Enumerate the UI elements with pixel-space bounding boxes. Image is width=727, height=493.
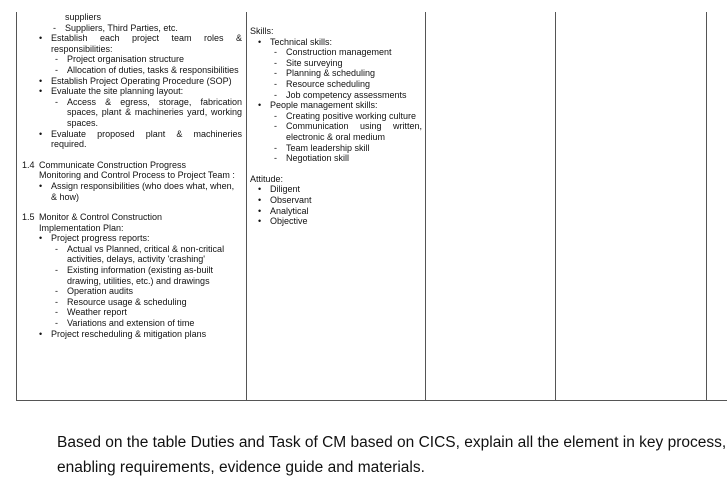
dash-item: - Planning & scheduling — [270, 68, 422, 79]
dash-item: - Team leadership skill — [270, 143, 422, 154]
top-bullet-list — [17, 33, 242, 150]
dash-item: - Communication using written, electronic & oral medium — [270, 121, 422, 142]
enabling-requirements-cell — [250, 26, 422, 227]
bullet-text: • Evaluate proposed plant & machineries required. — [51, 128, 242, 150]
bullet-item — [250, 100, 422, 164]
column-divider-4 — [706, 12, 707, 401]
skills-list — [250, 37, 422, 164]
bullet-item — [250, 37, 422, 101]
dash-item: - Weather report — [51, 307, 242, 318]
section-title-first: Communicate Construction Progress — [39, 159, 187, 170]
bullet-item: • Observant — [250, 195, 422, 206]
dash-item: - Site surveying — [270, 58, 422, 69]
bullet-item: • Assign responsibilities (who does what, when, & how) — [31, 181, 242, 202]
section-title — [17, 160, 242, 171]
section-number: 1.5 — [22, 212, 35, 223]
bullet-item — [31, 233, 242, 328]
section-number: 1.4 — [22, 159, 35, 170]
section-1-5 — [17, 212, 242, 339]
dash-item: - Job competency assessments — [270, 90, 422, 101]
dash-list — [51, 244, 242, 329]
bullet-item — [31, 129, 242, 150]
column-divider-1 — [246, 12, 247, 401]
section-title-rest: Implementation Plan: — [39, 222, 124, 233]
attitude-list — [250, 184, 422, 226]
dash-item: - Project organisation structure — [51, 54, 242, 65]
section-bullets — [17, 233, 242, 339]
duties-table — [16, 12, 727, 401]
people-skills-list — [270, 111, 422, 164]
bullet-text: • Evaluate the site planning layout: — [51, 86, 184, 97]
dash-item: - Operation audits — [51, 286, 242, 297]
bullet-text: • Establish Project Operating Procedure (SOP) — [51, 75, 232, 86]
bullet-item: • Diligent — [250, 184, 422, 195]
continued-text: suppliers — [65, 12, 102, 22]
dash-item: - Access & egress, storage, fabrication spaces, plant & machineries yard, working spaces. — [51, 97, 242, 129]
section-title-first: Monitor & Control Construction — [39, 212, 163, 223]
dash-item: - Resource scheduling — [270, 79, 422, 90]
bullet-item — [31, 33, 242, 75]
bullet-text: • Establish each project team roles & responsibilities: — [51, 33, 242, 54]
question-text: Based on the table Duties and Task of CM based on CICS, explain all the element in key process, enabling requirements, evidence guide and materials. — [57, 434, 727, 476]
dash-list — [51, 54, 242, 75]
dash-item: - Existing information (existing as-built drawing, utilities, etc.) and drawings — [51, 265, 242, 286]
dash-item: - Suppliers, Third Parties, etc. — [49, 23, 242, 34]
bullet-item — [31, 86, 242, 128]
bullet-item: • Analytical — [250, 206, 422, 217]
bullet-item — [31, 76, 242, 87]
bullet-item: • Objective — [250, 216, 422, 227]
materials-cell — [556, 12, 705, 400]
dash-item: - Negotiation skill — [270, 153, 422, 164]
bullet-item: • Project rescheduling & mitigation plans — [31, 329, 242, 340]
attitude-label: Attitude: — [250, 173, 284, 184]
dash-item: - Allocation of duties, tasks & responsibilities — [51, 65, 242, 76]
continued-dash-list — [17, 23, 242, 34]
dash-item: - Variations and extension of time — [51, 318, 242, 329]
section-title — [17, 212, 242, 223]
section-1-4 — [17, 160, 242, 202]
dash-list — [51, 97, 242, 129]
dash-item: - Resource usage & scheduling — [51, 297, 242, 308]
technical-skills-list — [270, 47, 422, 100]
dash-item: - Construction management — [270, 47, 422, 58]
bullet-text: • People management skills: — [270, 100, 378, 111]
bullet-text: • Project progress reports: — [51, 233, 150, 244]
dash-item: - Actual vs Planned, critical & non-critical activities, delays, activity 'crashing' — [51, 244, 242, 265]
evidence-guide-cell — [426, 12, 554, 400]
dash-item: - Creating positive working culture — [270, 111, 422, 122]
table-border-bottom — [16, 400, 727, 401]
section-title-rest: Monitoring and Control Process to Project Team : — [39, 170, 235, 181]
skills-label: Skills: — [250, 26, 274, 36]
section-bullets — [17, 181, 242, 202]
bullet-text: • Technical skills: — [270, 36, 333, 47]
key-process-cell — [17, 12, 242, 339]
